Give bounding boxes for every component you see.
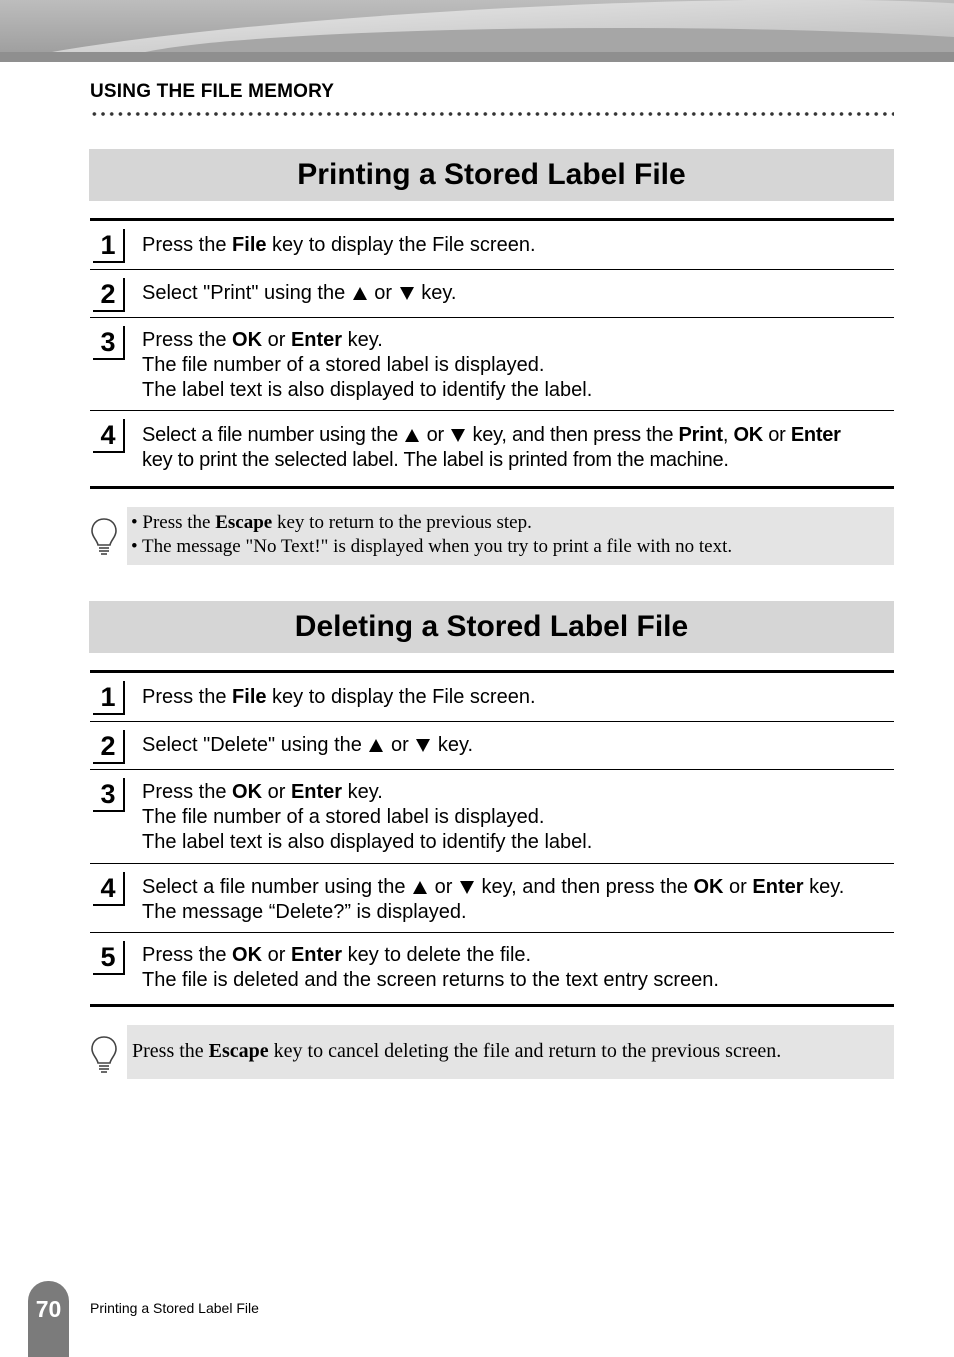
down-arrow-key-icon — [451, 429, 465, 442]
print-steps — [90, 218, 894, 489]
down-arrow-key-icon — [416, 739, 430, 752]
lightbulb-hint-icon — [90, 1035, 118, 1075]
print-step-3 — [90, 318, 894, 411]
step-number: 5 — [93, 941, 125, 975]
lightbulb-hint-icon — [90, 517, 118, 557]
step-number: 3 — [93, 326, 125, 360]
tip-line: Press the Escape key to cancel deleting the file and return to the previous screen. — [132, 1040, 782, 1062]
step-number: 1 — [93, 681, 125, 715]
up-arrow-key-icon — [413, 881, 427, 894]
page-header-band — [0, 0, 954, 62]
delete-step-2 — [90, 722, 894, 770]
delete-section-title: Deleting a Stored Label File — [89, 601, 894, 653]
down-arrow-key-icon — [400, 287, 414, 300]
step-text: Select a file number using the or key, and then press the OK or Enter key. The message “Delete?” is displayed. — [142, 876, 845, 923]
step-text: Press the File key to display the File screen. — [142, 234, 536, 256]
dotted-divider — [90, 111, 894, 117]
footer-section-title: Printing a Stored Label File — [90, 1300, 259, 1316]
header-band-edge — [0, 52, 954, 62]
print-step-4 — [90, 411, 894, 489]
print-section-title: Printing a Stored Label File — [89, 149, 894, 201]
tip-line: • Press the Escape key to return to the previous step. — [131, 512, 532, 533]
step-number: 4 — [93, 419, 125, 453]
step-number: 1 — [93, 229, 125, 263]
delete-step-4 — [90, 864, 894, 933]
delete-tip-box — [127, 1025, 894, 1079]
down-arrow-key-icon — [460, 881, 474, 894]
chapter-label: USING THE FILE MEMORY — [90, 81, 335, 102]
up-arrow-key-icon — [369, 739, 383, 752]
print-step-1 — [90, 221, 894, 270]
up-arrow-key-icon — [353, 287, 367, 300]
delete-step-1 — [90, 673, 894, 722]
step-number: 4 — [93, 872, 125, 906]
step-number: 3 — [93, 778, 125, 812]
delete-step-5 — [90, 933, 894, 1007]
step-text: Press the OK or Enter key. The file number of a stored label is displayed. The label text is also displayed to identify the label. — [142, 781, 593, 853]
step-text: Press the OK or Enter key to delete the file. The file is deleted and the screen returns to the text entry screen. — [142, 944, 719, 991]
step-number: 2 — [93, 278, 125, 312]
step-text: Select a file number using the or key, and then press the Print, OK or Enter key to print the selected label. The label is printed from the machine. — [142, 424, 841, 471]
delete-step-3 — [90, 770, 894, 864]
up-arrow-key-icon — [405, 429, 419, 442]
step-text: Press the File key to display the File screen. — [142, 686, 536, 708]
print-tip-box — [127, 507, 894, 565]
print-step-2 — [90, 270, 894, 318]
step-number: 2 — [93, 730, 125, 764]
step-text: Select "Delete" using the or key. — [142, 734, 474, 756]
page-number: 70 — [28, 1281, 69, 1357]
delete-steps — [90, 670, 894, 1007]
step-text: Select "Print" using the or key. — [142, 282, 457, 304]
tip-line: • The message "No Text!" is displayed when you try to print a file with no text. — [131, 536, 733, 557]
step-text: Press the OK or Enter key. The file number of a stored label is displayed. The label text is also displayed to identify the label. — [142, 329, 593, 401]
